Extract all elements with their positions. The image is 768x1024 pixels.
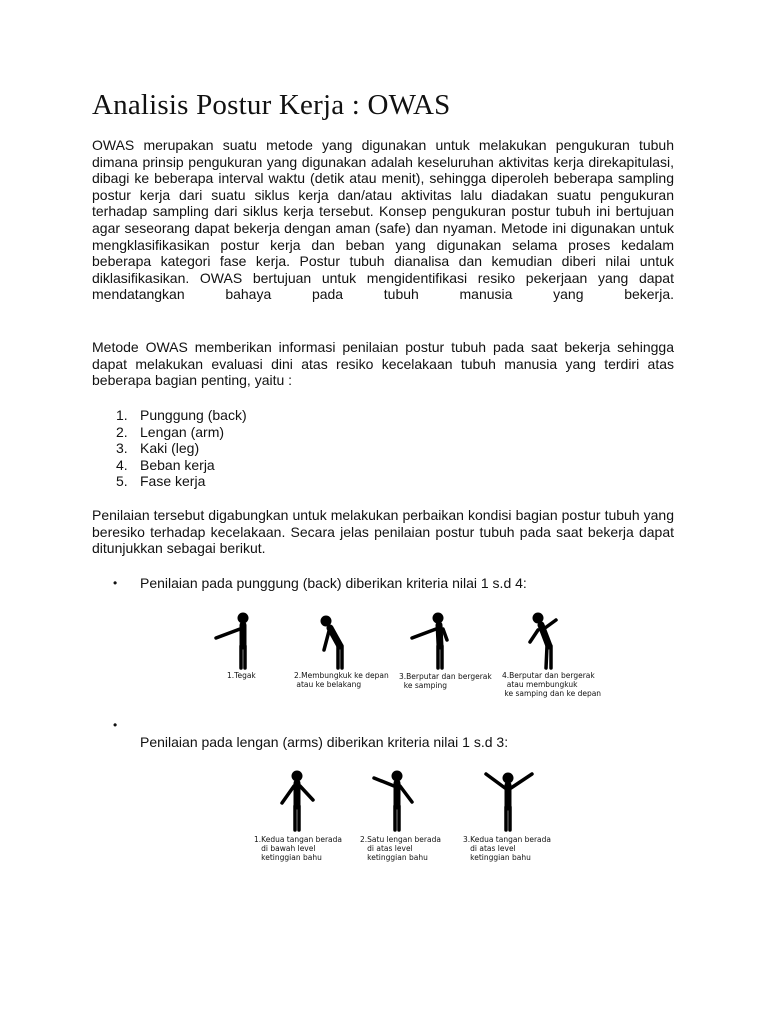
bullet-back <box>92 575 674 595</box>
method-paragraph: Metode OWAS memberikan informasi penilaian postur tubuh pada saat bekerja sehingga dapat melakukan evaluasi dini atas resiko kecelakaan tubuh manusia yang terdiri atas beberapa bagian penting, yaitu : <box>92 339 674 389</box>
arm-caption-1: 1.Kedua tangan berada di bawah level ketinggian bahu <box>254 835 343 862</box>
list-label: Beban kerja <box>140 456 215 473</box>
assessment-paragraph: Penilaian tersebut digabungkan untuk melakukan perbaikan kondisi bagian postur tubuh yang beresiko terhadap kecelakaan. Secara jelas penilaian postur tubuh pada saat bekerja dapat ditunjukkan sebagai berikut. <box>92 507 674 557</box>
list-label: Punggung (back) <box>140 407 247 423</box>
body-parts-list <box>92 407 247 490</box>
bullet-arms-text: Penilaian pada lengan (arms) diberikan kriteria nilai 1 s.d 3: <box>140 734 509 750</box>
stick-figure-one-arm-up-icon <box>374 771 412 831</box>
page-title: Analisis Postur Kerja : OWAS <box>92 89 451 121</box>
intro-paragraph: OWAS merupakan suatu metode yang digunakan untuk melakukan pengukuran tubuh dimana prinsip pengukuran yang digunakan adalah keseluruhan aktivitas kerja direkapitulasi, dibagi ke beberapa interval waktu (detik atau menit), sehingga diperoleh beberapa sampling postur kerja dari suatu siklus kerja dan/atau aktivitas lalu diadakan suatu pengukuran terhadap sampling dari siklus kerja tersebut. Konsep pengukuran postur tubuh ini bertujuan agar seseorang dapat bekerja dengan aman (safe) dan nyaman. Metode ini digunakan untuk mengklasifikasikan postur kerja dan beban yang digunakan selama proses kedalam beberapa kategori fase kerja. Postur tubuh dianalisa dan kemudian diberi nilai untuk diklasifikasikan. OWAS bertujuan untuk mengidentifikasi resiko pekerjaan yang dapat mendatangkan bahaya pada tubuh manusia yang bekerja. <box>92 137 674 303</box>
list-number: 2. <box>116 423 128 440</box>
back-caption-2: 2.Membungkuk ke depan atau ke belakang <box>294 671 389 689</box>
arm-caption-2: 2.Satu lengan berada di atas level ketinggian bahu <box>360 835 441 862</box>
list-item <box>92 440 247 457</box>
stick-figure-arms-up-icon <box>486 773 532 831</box>
back-caption-1: 1.Tegak <box>227 671 256 680</box>
arm-caption-3: 3.Kedua tangan berada di atas level ketinggian bahu <box>463 835 552 862</box>
list-number: 4. <box>116 456 128 473</box>
list-item <box>92 457 247 474</box>
back-caption-4: 4.Berputar dan bergerak atau membungkuk ke samping dan ke depan <box>502 671 602 698</box>
list-label: Lengan (arm) <box>140 423 225 440</box>
list-item <box>92 473 247 490</box>
list-label: Fase kerja <box>140 473 206 490</box>
bullet-dot: • <box>113 718 118 732</box>
list-number: 3. <box>116 440 128 457</box>
back-caption-3: 3.Berputar dan bergerak ke samping <box>399 672 492 690</box>
stick-figure-twisting-bending-icon <box>530 613 556 669</box>
bullet-dot: • <box>113 576 118 590</box>
stick-figure-arms-down-icon <box>282 771 313 831</box>
list-item <box>92 407 247 424</box>
stick-figure-upright-icon <box>216 613 249 669</box>
list-number: 1. <box>116 407 128 423</box>
list-label: Kaki (leg) <box>140 440 200 457</box>
bullet-back-text: Penilaian pada punggung (back) diberikan kriteria nilai 1 s.d 4: <box>140 575 527 591</box>
stick-figure-bending-icon <box>321 616 343 669</box>
list-number: 5. <box>116 473 128 490</box>
stick-figure-twisting-icon <box>412 613 447 669</box>
list-item <box>92 424 247 441</box>
